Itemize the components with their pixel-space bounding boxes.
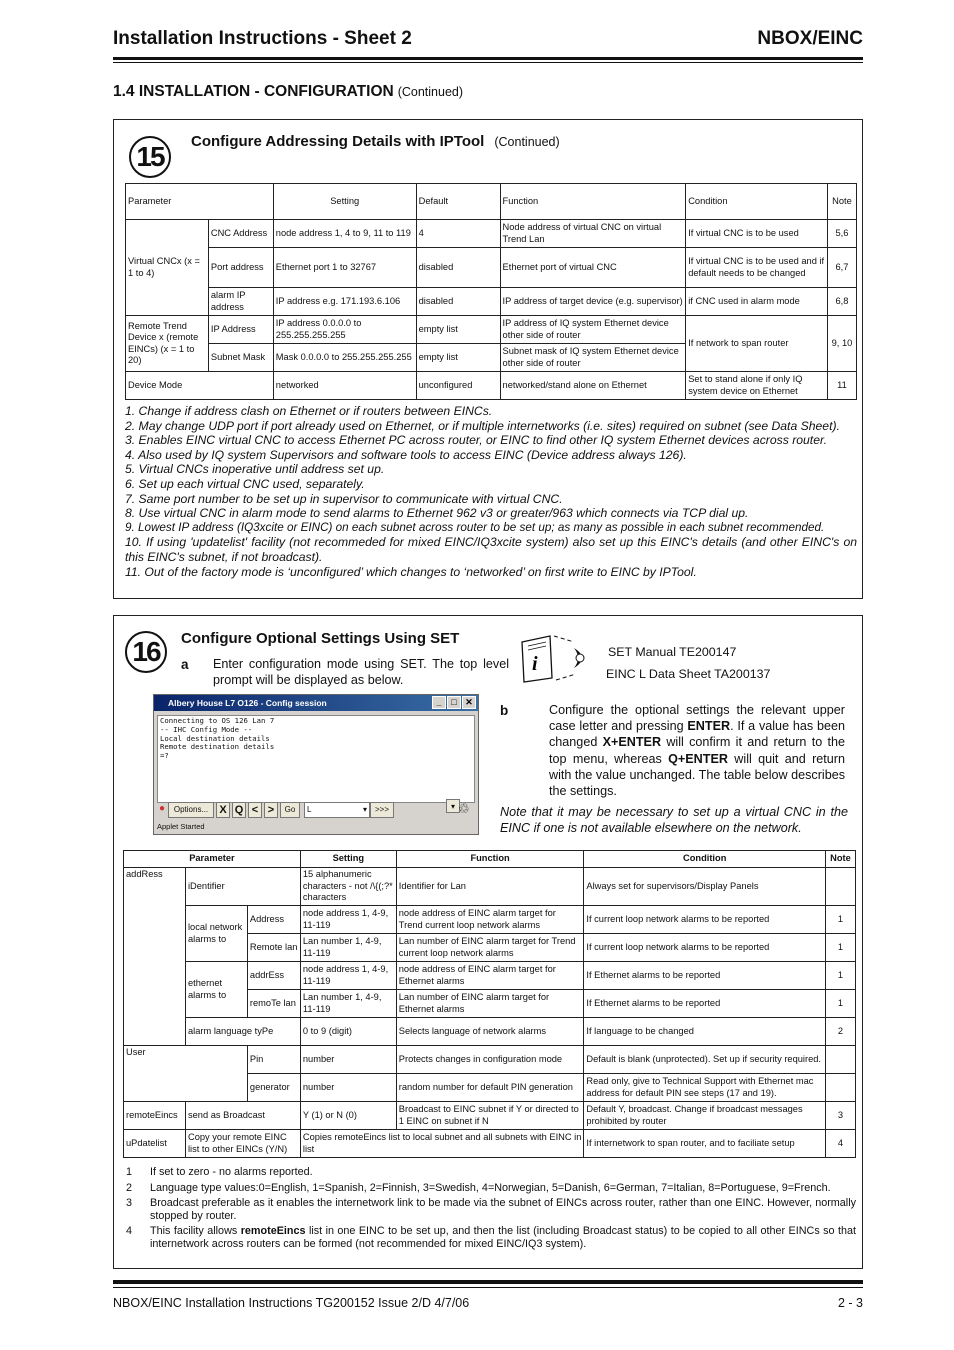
ref-set-manual: SET Manual TE200147 <box>608 645 737 659</box>
svg-text:i: i <box>532 653 538 675</box>
product-name: NBOX/EINC <box>757 28 863 49</box>
note-item: 4. Also used by IQ system Supervisors and software tools to access EINC (Device address always 126). <box>125 447 687 462</box>
table-cell: empty list <box>416 316 500 344</box>
table-cell: Selects language of network alarms <box>396 1018 584 1046</box>
back-button[interactable]: < <box>248 802 262 818</box>
table-cell: If language to be changed <box>584 1018 826 1046</box>
table-cell: 9, 10 <box>827 316 856 372</box>
table-cell: 11 <box>827 372 856 400</box>
addressing-table <box>125 183 857 400</box>
step-15-title: Configure Addressing Details with IPTool (Continued) <box>191 133 560 150</box>
table-cell: Y (1) or N (0) <box>300 1102 396 1130</box>
q-button[interactable]: Q <box>232 802 246 818</box>
table-cell: Port address <box>208 248 273 288</box>
reference-book-icon <box>518 634 606 686</box>
note-item: 6. Set up each virtual CNC used, separately. <box>125 476 365 491</box>
col-function: Function <box>500 184 686 220</box>
step-b-text: Configure the optional settings the relevant upper case letter and pressing ENTER. If a value has been changed X+ENTER will confirm it and return to the top menu, whereas Q+ENTER will quit and return with the value unchanged. The table below describes the settings. <box>549 703 846 799</box>
footer-rule-thin <box>113 1287 863 1288</box>
table-cell: node address 1, 4-9, 11-119 <box>300 906 396 934</box>
table-cell: alarm IP address <box>208 288 273 316</box>
table-cell: IP address of target device (e.g. supervisor) <box>500 288 686 316</box>
more-button[interactable]: >>> <box>370 802 394 818</box>
col-setting: Setting <box>300 851 396 868</box>
note-item: 2 Language type values:0=English, 1=Spanish, 2=Finnish, 3=Swedish, 4=Norwegian, 5=Danish, 6=German, 7=Italian, 8=Portuguese, 9=French. <box>126 1181 831 1194</box>
table-cell: IP address of IQ system Ethernet device other side of router <box>500 316 686 344</box>
table-cell: Ethernet port of virtual CNC <box>500 248 686 288</box>
table-cell: 1 <box>825 962 855 990</box>
table-cell: 0 to 9 (digit) <box>300 1018 396 1046</box>
table-cell: Read only, give to Technical Support with Ethernet mac address for default PIN see steps (17 and 19). <box>584 1074 826 1102</box>
table-cell: If current loop network alarms to be reported <box>584 906 826 934</box>
table-cell: Copy your remote EINC list to other EINCs (Y/N) <box>185 1130 300 1158</box>
table-cell: remoTe lan <box>247 990 300 1018</box>
col-default: Default <box>416 184 500 220</box>
table-cell: uPdatelist <box>124 1130 186 1158</box>
table-cell: networked/stand alone on Ethernet <box>500 372 686 400</box>
col-condition: Condition <box>584 851 826 868</box>
table-cell: 2 <box>825 1018 855 1046</box>
table-cell: Lan number 1, 4-9, 11-119 <box>300 990 396 1018</box>
table-cell: Virtual CNCx (x = 1 to 4) <box>126 220 209 316</box>
note-item: 2. May change UDP port if port already used on Ethernet, or if multiple internetworks (i.e. sites) required on subnet (see Data Sheet). <box>125 418 840 433</box>
table-cell: addRess <box>124 868 186 1046</box>
table-cell: Lan number of EINC alarm target for Ethernet alarms <box>396 990 584 1018</box>
table-cell: 4 <box>416 220 500 248</box>
table-cell <box>825 1074 855 1102</box>
command-value: L <box>307 805 312 814</box>
table-cell: 1 <box>825 990 855 1018</box>
table-cell: Device Mode <box>126 372 274 400</box>
table-cell: Set to stand alone if only IQ system device on Ethernet <box>686 372 828 400</box>
table-cell: 6,8 <box>827 288 856 316</box>
col-function: Function <box>396 851 584 868</box>
col-note: Note <box>827 184 856 220</box>
table-cell: If current loop network alarms to be reported <box>584 934 826 962</box>
table-cell: Node address of virtual CNC on virtual Trend Lan <box>500 220 686 248</box>
maximize-icon[interactable]: □ <box>447 696 461 709</box>
note-item: 10. If using 'updatelist' facility (not recommeded for mixed EINC/IQ3xcite system) also set up this EINC's details (and other EINC's on this EINC's subnet, if not broadcast). <box>125 535 857 564</box>
table-cell: If Ethernet alarms to be reported <box>584 962 826 990</box>
recycle-icon: ♲ <box>458 801 470 816</box>
window-title: Albery House L7 O126 - Config session <box>168 698 327 708</box>
table-cell: 15 alphanumeric characters - not /\{(;?* characters <box>300 868 396 906</box>
window-titlebar <box>154 695 478 711</box>
table-cell: CNC Address <box>208 220 273 248</box>
forward-button[interactable]: > <box>264 802 278 818</box>
note-item: 5. Virtual CNCs inoperative until address set up. <box>125 462 385 477</box>
col-setting: Setting <box>273 184 416 220</box>
table-cell: IP Address <box>208 316 273 344</box>
header-rule-thin <box>113 62 863 63</box>
note-item: 1. Change if address clash on Ethernet or if routers between EINCs. <box>125 404 493 418</box>
page-title: Installation Instructions - Sheet 2 <box>113 28 412 49</box>
table-cell <box>825 868 855 906</box>
table-cell: If virtual CNC is to be used <box>686 220 828 248</box>
table-cell: Remote Trend Device x (remote EINCs) (x = 1 to 20) <box>126 316 209 372</box>
x-button[interactable]: X <box>216 802 230 818</box>
table-cell: Lan number 1, 4-9, 11-119 <box>300 934 396 962</box>
table-cell: IP address 0.0.0.0 to 255.255.255.255 <box>273 316 416 344</box>
table-cell: Copies remoteEincs list to local subnet and all subnets with EINC in list <box>300 1130 584 1158</box>
table-cell: 5,6 <box>827 220 856 248</box>
table-cell: unconfigured <box>416 372 500 400</box>
table-cell: Mask 0.0.0.0 to 255.255.255.255 <box>273 344 416 372</box>
table-cell: ethernet alarms to <box>185 962 247 1018</box>
table-cell: empty list <box>416 344 500 372</box>
table-cell: Address <box>247 906 300 934</box>
table-cell: Identifier for Lan <box>396 868 584 906</box>
step-16-title: Configure Optional Settings Using SET <box>181 630 460 647</box>
note-item: 3. Enables EINC virtual CNC to access Ethernet PC across router, or EINC to find other IQ system Ethernet devices across router. <box>125 433 827 448</box>
table-cell: alarm language tyPe <box>185 1018 300 1046</box>
col-note: Note <box>825 851 855 868</box>
table-cell: node address 1, 4 to 9, 11 to 119 <box>273 220 416 248</box>
note-item: 3 Broadcast preferable as it enables the internetwork link to be made via the subnet of EINCs across router, rather than one EINC. However, normally stopped by router. <box>126 1197 856 1222</box>
col-condition: Condition <box>686 184 828 220</box>
config-session-window <box>153 694 479 835</box>
col-parameter: Parameter <box>126 184 274 220</box>
footer-rule <box>113 1280 863 1284</box>
table-cell: 3 <box>825 1102 855 1130</box>
page-number: 2 - 3 <box>837 1296 863 1310</box>
note-item: 1 If set to zero - no alarms reported. <box>126 1166 313 1178</box>
table-cell: IP address e.g. 171.193.6.106 <box>273 288 416 316</box>
table-cell: Ethernet port 1 to 32767 <box>273 248 416 288</box>
table-cell <box>825 1046 855 1074</box>
table-cell: If internetwork to span router, and to faciliate setup <box>584 1130 826 1158</box>
command-dropdown[interactable] <box>304 802 370 818</box>
table-cell: Always set for supervisors/Display Panels <box>584 868 826 906</box>
note-item: 9. Lowest IP address (IQ3xcite or EINC) on each subnet across router to be set up; as many as possible in each subnet recommended. <box>125 520 825 534</box>
close-icon[interactable]: ✕ <box>462 696 476 709</box>
table-cell: number <box>300 1046 396 1074</box>
scroll-down-icon[interactable]: ▾ <box>446 799 460 813</box>
table-cell: Lan number of EINC alarm target for Trend current loop network alarms <box>396 934 584 962</box>
table-cell: random number for default PIN generation <box>396 1074 584 1102</box>
step-b-note: Note that it may be necessary to set up a virtual CNC in the EINC if one is not available elsewhere on the network. <box>500 805 848 836</box>
table-cell: if CNC used in alarm mode <box>686 288 828 316</box>
step-16-notes <box>126 1166 856 1251</box>
step-a-text: Enter configuration mode using SET. The top level prompt will be displayed as below. <box>213 657 509 688</box>
step-b-label: b <box>500 703 509 718</box>
table-cell: Pin <box>247 1046 300 1074</box>
col-parameter: Parameter <box>124 851 301 868</box>
footer-doc: NBOX/EINC Installation Instructions TG200152 Issue 2/D 4/7/06 <box>113 1296 470 1310</box>
table-cell: local network alarms to <box>185 906 247 962</box>
ref-data-sheet: EINC L Data Sheet TA200137 <box>606 667 771 681</box>
table-cell: Subnet Mask <box>208 344 273 372</box>
table-cell: Subnet mask of IQ system Ethernet device other side of router <box>500 344 686 372</box>
table-cell: node address 1, 4-9, 11-119 <box>300 962 396 990</box>
step-15-number: 15 <box>129 136 171 178</box>
table-cell: 4 <box>825 1130 855 1158</box>
table-cell: If network to span router <box>686 316 828 372</box>
chevron-down-icon: ▾ <box>362 805 367 814</box>
table-cell: addrEss <box>247 962 300 990</box>
table-cell: User <box>124 1046 248 1102</box>
table-cell: remoteEincs <box>124 1102 186 1130</box>
table-cell: Default is blank (unprotected). Set up if security required. <box>584 1046 826 1074</box>
table-cell: networked <box>273 372 416 400</box>
table-cell: 6,7 <box>827 248 856 288</box>
note-item: 7. Same port number to be set up in supervisor to communicate with virtual CNC. <box>125 491 563 506</box>
table-cell: disabled <box>416 288 500 316</box>
step-a-label: a <box>181 657 189 672</box>
section-title: 1.4 INSTALLATION - CONFIGURATION (Continued) <box>113 83 464 100</box>
go-button[interactable]: Go <box>280 802 300 818</box>
table-cell: number <box>300 1074 396 1102</box>
table-cell: Broadcast to EINC subnet if Y or directed to 1 EINC on subnet if N <box>396 1102 584 1130</box>
settings-table <box>123 850 856 1158</box>
table-cell: send as Broadcast <box>185 1102 300 1130</box>
status-bar: Applet Started <box>157 822 205 831</box>
table-cell: If virtual CNC is to be used and if default needs to be changed <box>686 248 828 288</box>
terminal-screen[interactable]: Connecting to OS 126 Lan 7 -- IHC Config Mode -- Local destination details Remote destination details =? <box>157 715 475 803</box>
note-item: 11. Out of the factory mode is ‘unconfigured’ which changes to ‘networked’ on first write to EINC by IPTool. <box>125 564 697 579</box>
step-15-notes <box>125 404 857 579</box>
minimize-icon[interactable]: _ <box>432 696 446 709</box>
header-rule <box>113 57 863 60</box>
table-cell: iDentifier <box>185 868 300 906</box>
table-cell: Remote lan <box>247 934 300 962</box>
note-item: 8. Use virtual CNC in alarm mode to send alarms to Ethernet 962 v3 or greater/963 which connects via TCP dial up. <box>125 506 749 521</box>
note-item: 4 This facility allows remoteEincs list in one EINC to be set up, and then the list (including Broadcast status) to be copied to all other EINCs so that internetwork across routers can be formed (not recommended for mixed EINC/IQ3 system). <box>126 1225 857 1250</box>
table-cell: 1 <box>825 934 855 962</box>
table-cell: If Ethernet alarms to be reported <box>584 990 826 1018</box>
table-cell: 1 <box>825 906 855 934</box>
table-cell: node address of EINC alarm target for Ethernet alarms <box>396 962 584 990</box>
stop-icon: ● <box>158 803 166 814</box>
table-cell: Protects changes in configuration mode <box>396 1046 584 1074</box>
table-cell: node address of EINC alarm target for Trend current loop network alarms <box>396 906 584 934</box>
table-cell: Default Y, broadcast. Change if broadcast messages prohibited by router <box>584 1102 826 1130</box>
step-16-number: 16 <box>125 631 167 673</box>
table-cell: disabled <box>416 248 500 288</box>
table-cell: generator <box>247 1074 300 1102</box>
options-button[interactable]: Options... <box>168 802 214 818</box>
